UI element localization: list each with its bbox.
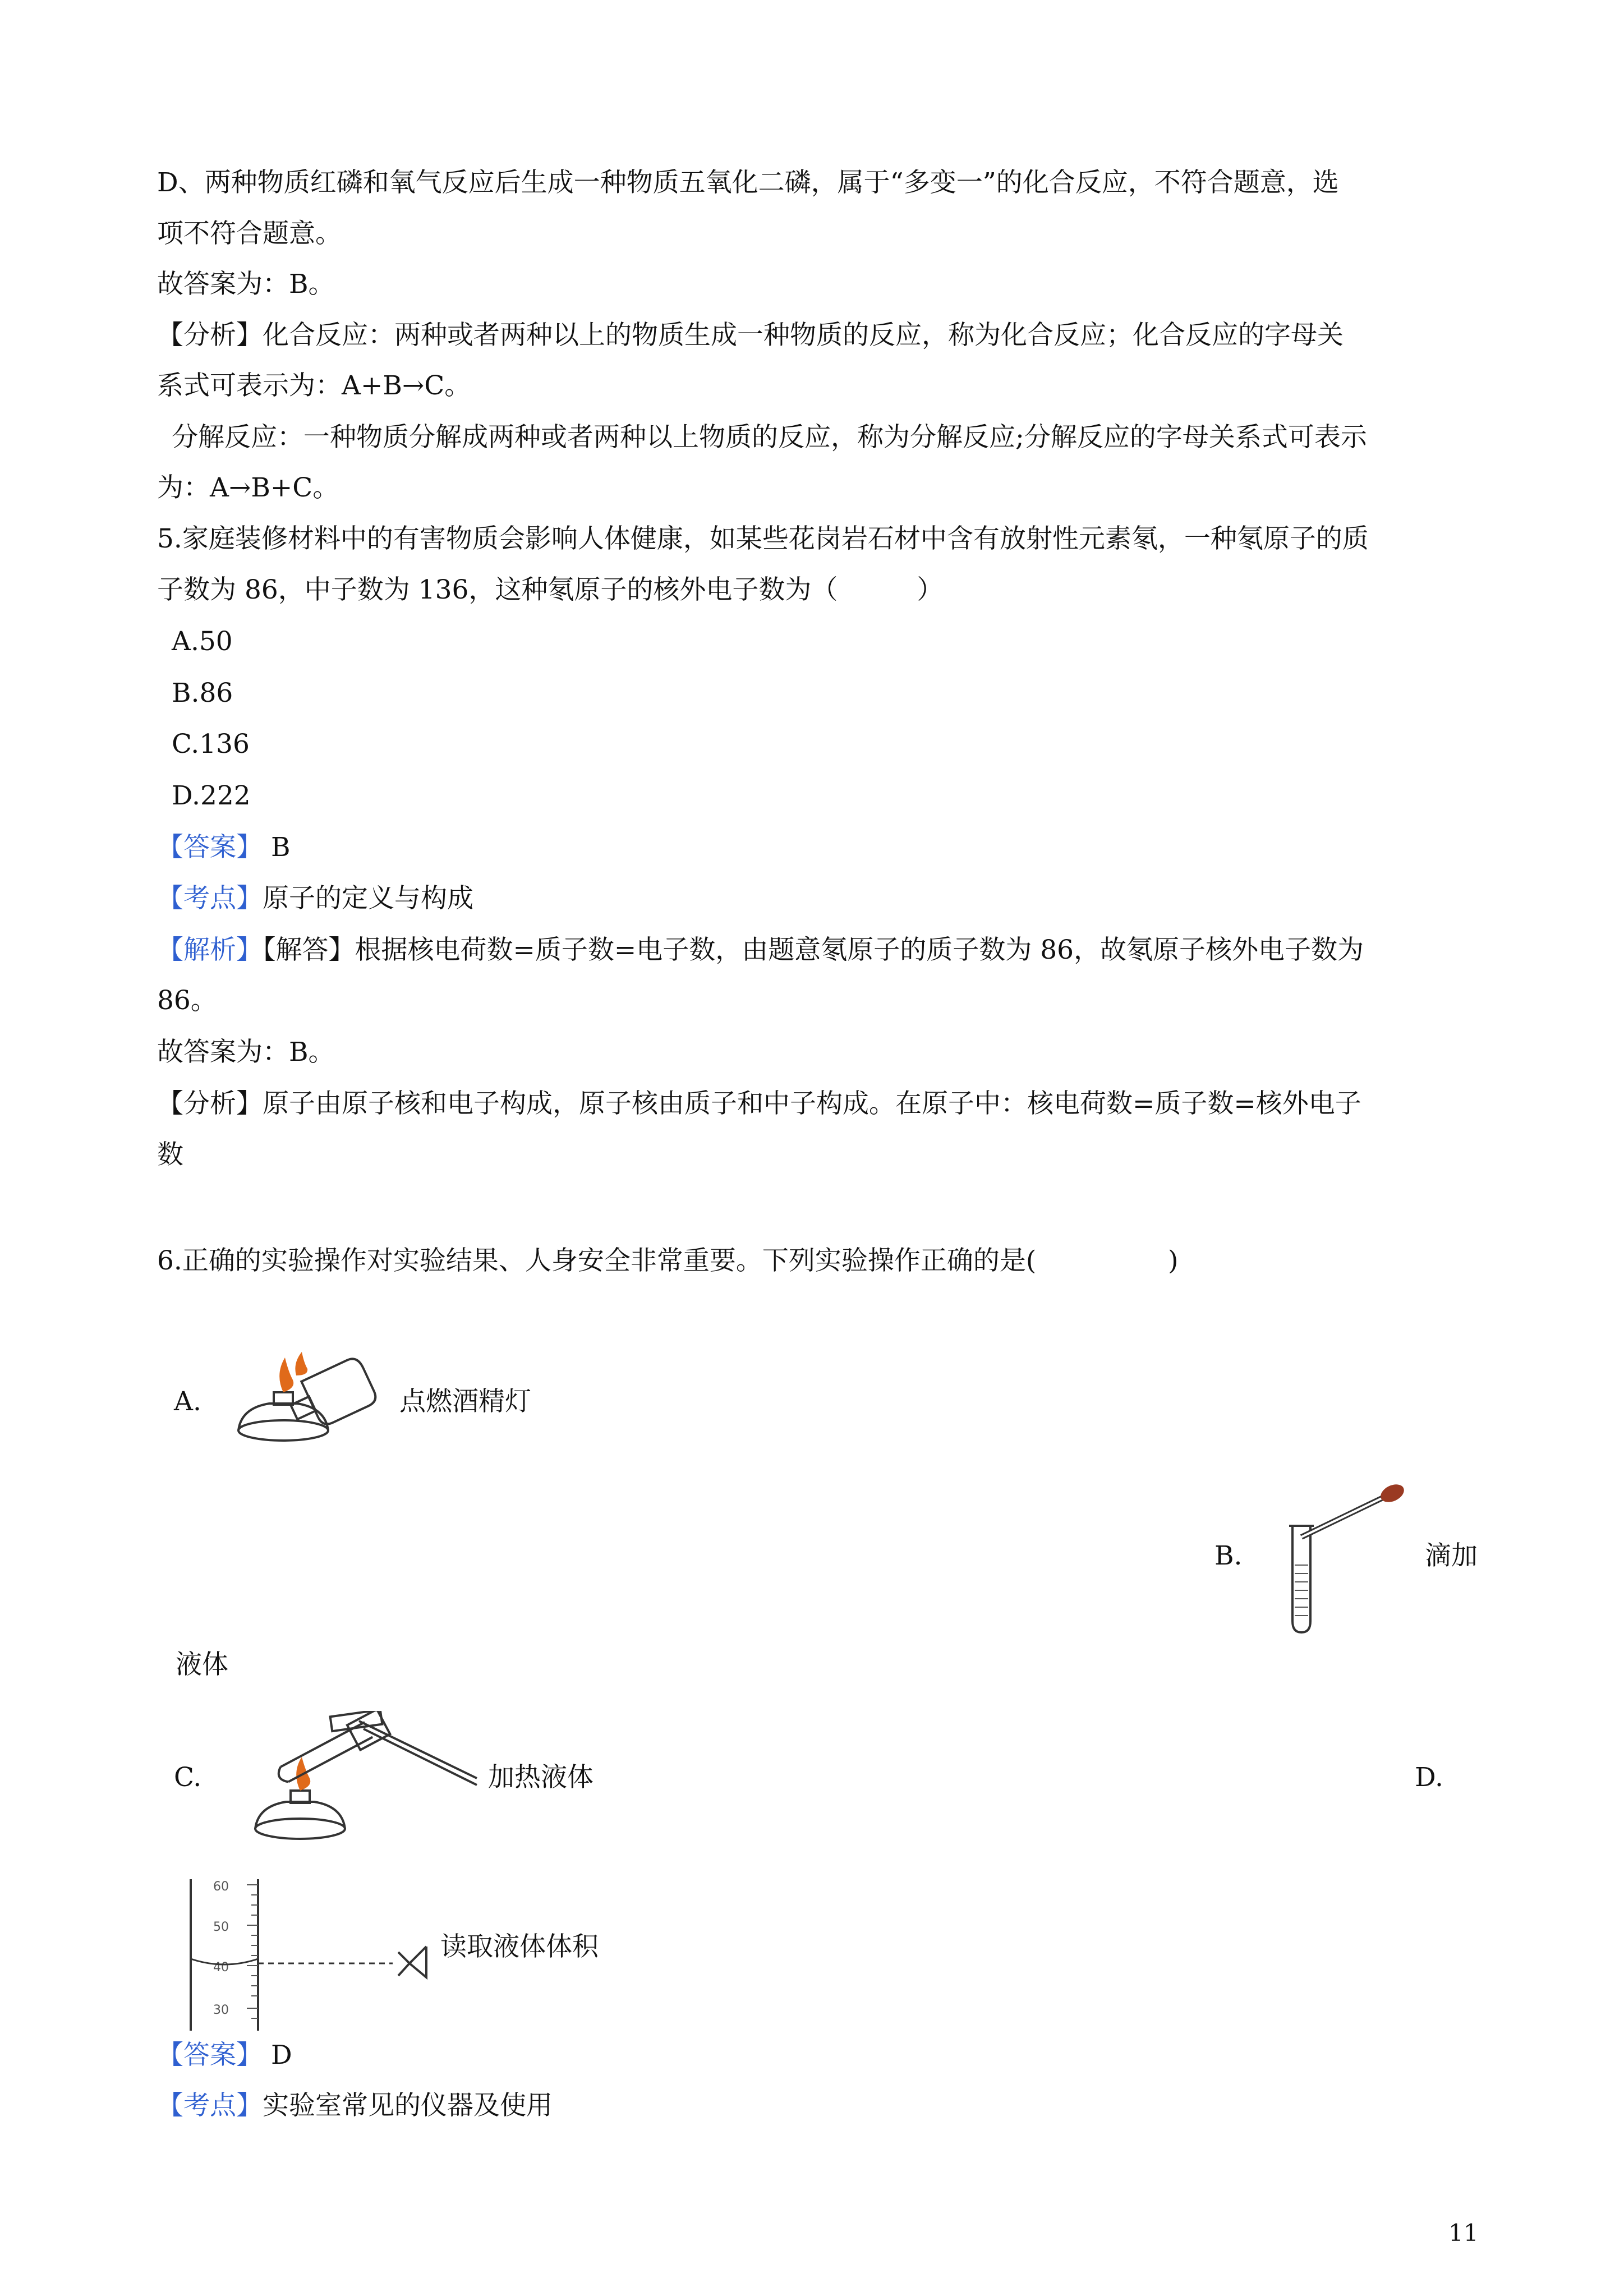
cylinder-tick-40: 40 [213,1961,229,1975]
prev-option-d-line1: D、两种物质红磷和氧气反应后生成一种物质五氧化二磷，属于“多变一”的化合反应，不符合题意，选 [157,167,1339,198]
lighting-alcohol-lamp-figure [230,1341,387,1453]
q6-option-b-text-part2: 液体 [176,1649,228,1680]
q6-option-d-text: 读取液体体积 [440,1931,599,1962]
prev-analysis-line4: 为：A→B+C。 [157,472,339,503]
cylinder-tick-30: 30 [213,2003,229,2017]
heating-liquid-figure [247,1711,482,1846]
q6-point [157,2092,553,2119]
q5-stem-line2: 子数为 86，中子数为 136，这种氡原子的核外电子数为（ ） [157,574,944,605]
prev-analysis-line2: 系式可表示为：A+B→C。 [157,370,471,401]
q5-final-answer: 故答案为：B。 [157,1037,335,1068]
q5-option-c: C.136 [172,729,250,760]
q6-option-d-label: D. [1415,1762,1443,1793]
cylinder-tick-50: 50 [213,1920,229,1934]
q5-answer [157,834,290,861]
q5-option-a: A.50 [172,626,233,657]
q5-option-d: D.222 [172,780,251,811]
prev-final-answer: 故答案为：B。 [157,269,335,300]
q5-point-value: 原子的定义与构成 [263,883,473,914]
reading-volume-figure [180,1874,443,2036]
prev-analysis-line3: 分解反应：一种物质分解成两种或者两种以上物质的反应，称为分解反应;分解反应的字母关系式可表示 [172,422,1367,453]
q6-option-c-text: 加热液体 [488,1762,594,1793]
q6-answer-value: D [263,2040,292,2070]
q5-point-tag: 【考点】 [157,883,263,914]
q5-answer-value: B [263,832,291,863]
q5-explain-tag: 【解析】 [157,935,263,965]
q5-stem-line1: 5.家庭装修材料中的有害物质会影响人体健康，如某些花岗岩石材中含有放射性元素氡，一种氡原子的质 [157,523,1369,554]
q5-explain-text: 【解答】根据核电荷数=质子数=电子数，由题意氡原子的质子数为 86，故氡原子核外电子数为 [263,935,1364,965]
prev-analysis-line1: 【分析】化合反应：两种或者两种以上的物质生成一种物质的反应，称为化合反应；化合反应的字母关 [157,320,1344,351]
page-number: 11 [1448,2219,1479,2247]
q5-answer-tag: 【答案】 [157,832,263,863]
q6-point-value: 实验室常见的仪器及使用 [263,2090,553,2121]
q6-answer-tag: 【答案】 [157,2040,263,2070]
q6-option-c-label: C. [174,1762,202,1793]
q5-analysis-line2: 数 [157,1139,183,1170]
q6-option-b-label: B. [1214,1540,1243,1571]
q5-explain-line2: 86。 [157,985,217,1016]
q6-option-a-text: 点燃酒精灯 [399,1386,531,1417]
q6-stem: 6.正确的实验操作对实验结果、人身安全非常重要。下列实验操作正确的是( ) [157,1245,1179,1276]
dropping-liquid-figure [1285,1481,1414,1638]
q5-option-b: B.86 [172,678,233,708]
q6-option-b-text-part1: 滴加 [1425,1540,1478,1571]
q6-point-tag: 【考点】 [157,2090,263,2121]
q6-option-a-label: A. [174,1386,201,1417]
q5-point [157,885,473,912]
q5-analysis-line1: 【分析】原子由原子核和电子构成，原子核由质子和中子构成。在原子中：核电荷数=质子数=核外电子 [157,1088,1361,1119]
cylinder-tick-60: 60 [213,1880,229,1894]
q5-explain-line1 [157,937,1364,963]
q6-answer [157,2042,292,2068]
prev-option-d-line2: 项不符合题意。 [157,218,342,249]
